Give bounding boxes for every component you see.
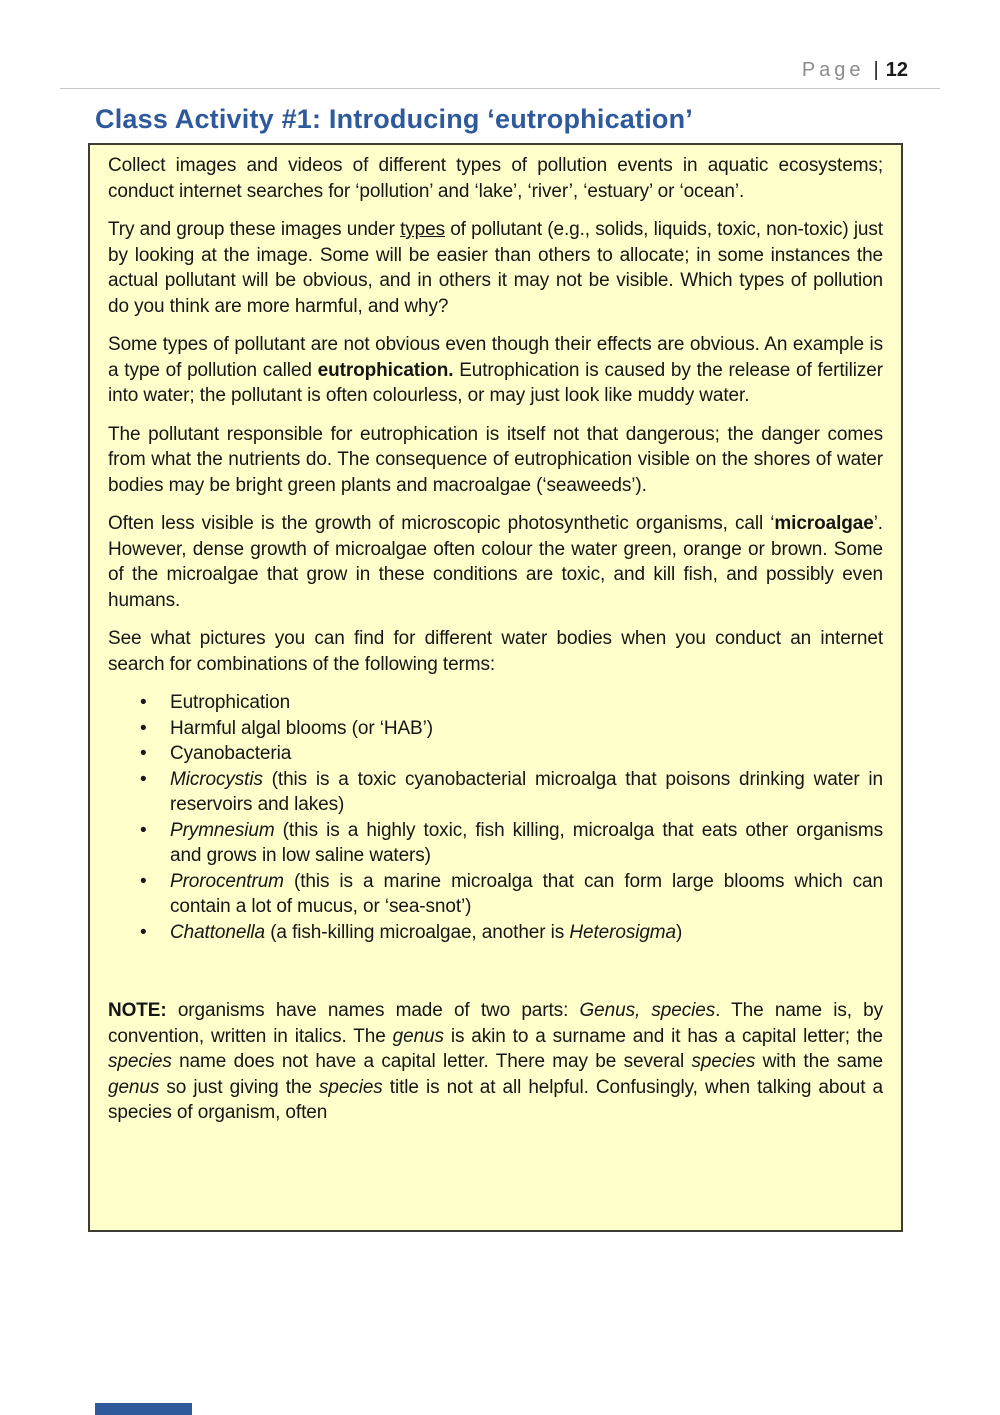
page-number: 12 [885, 59, 908, 81]
page-title: Class Activity #1: Introducing ‘eutrophication’ [95, 104, 693, 134]
next-heading-clipped [95, 1403, 192, 1415]
page-header [802, 57, 908, 83]
paragraph-pollutant-danger: The pollutant responsible for eutrophication is itself not that dangerous; the danger comes from what the nutrients do. The consequence of eutrophication visible on the shores of water bodies may be bright green plants and macroalgae (‘seaweeds’). [108, 423, 883, 496]
paragraph-eutrophication-definition: Some types of pollutant are not obvious even though their effects are obvious. An example is a type of pollution called eutrophication. Eutrophication is caused by the release of fertilizer into water; the pollutant is often colourless, or may just look like muddy water. [108, 334, 883, 406]
list-item-microcystis: • Microcystis (this is a toxic cyanobacterial microalga that poisons drinking water in reservoirs and lakes) [170, 767, 883, 818]
list-item-prymnesium: • Prymnesium (this is a highly toxic, fish killing, microalga that eats other organisms and grows in low saline waters) [170, 818, 883, 869]
list-item-cyanobacteria: • Cyanobacteria [170, 741, 883, 767]
paragraph-collect-images: Collect images and videos of different types of pollution events in aquatic ecosystems; conduct internet searches for ‘pollution’ and ‘lake’, ‘river’, ‘estuary’ or ‘ocean’. [108, 155, 883, 202]
page-separator: | [873, 59, 879, 81]
header-rule [60, 88, 940, 89]
search-terms-list [108, 690, 883, 945]
paragraph-microalgae: Often less visible is the growth of microscopic photosynthetic organisms, call ‘microalgae’. However, dense growth of microalgae often colour the water green, orange or brown. Some of the microalgae that grow in these conditions are toxic, and kill fish, and possibly even humans. [108, 513, 883, 611]
list-item-hab: • Harmful algal blooms (or ‘HAB’) [170, 716, 883, 742]
list-item-chattonella: • Chattonella (a fish-killing microalgae, another is Heterosigma) [170, 920, 883, 946]
activity-box [88, 143, 903, 1232]
paragraph-group-images: Try and group these images under types of pollutant (e.g., solids, liquids, toxic, non-toxic) just by looking at the image. Some will be easier than others to allocate; in some instances the actual pollutant will be obvious, and in others it may not be visible. Which types of pollution do you think are more harmful, and why? [108, 219, 883, 317]
paragraph-search-terms-intro: See what pictures you can find for different water bodies when you conduct an internet search for combinations of the following terms: [108, 628, 883, 675]
note-paragraph: NOTE: organisms have names made of two parts: Genus, species. The name is, by convention, written in italics. The genus is akin to a surname and it has a capital letter; the species name does not have a capital letter. There may be several species with the same genus so just giving the species title is not at all helpful. Confusingly, when talking about a species of organism, often [108, 1000, 884, 1123]
list-item-eutrophication: • Eutrophication [170, 690, 883, 716]
list-item-prorocentrum: • Prorocentrum (this is a marine microalga that can form large blooms which can contain a lot of mucus, or ‘sea-snot’) [170, 869, 883, 920]
page-word: Page [801, 59, 865, 81]
